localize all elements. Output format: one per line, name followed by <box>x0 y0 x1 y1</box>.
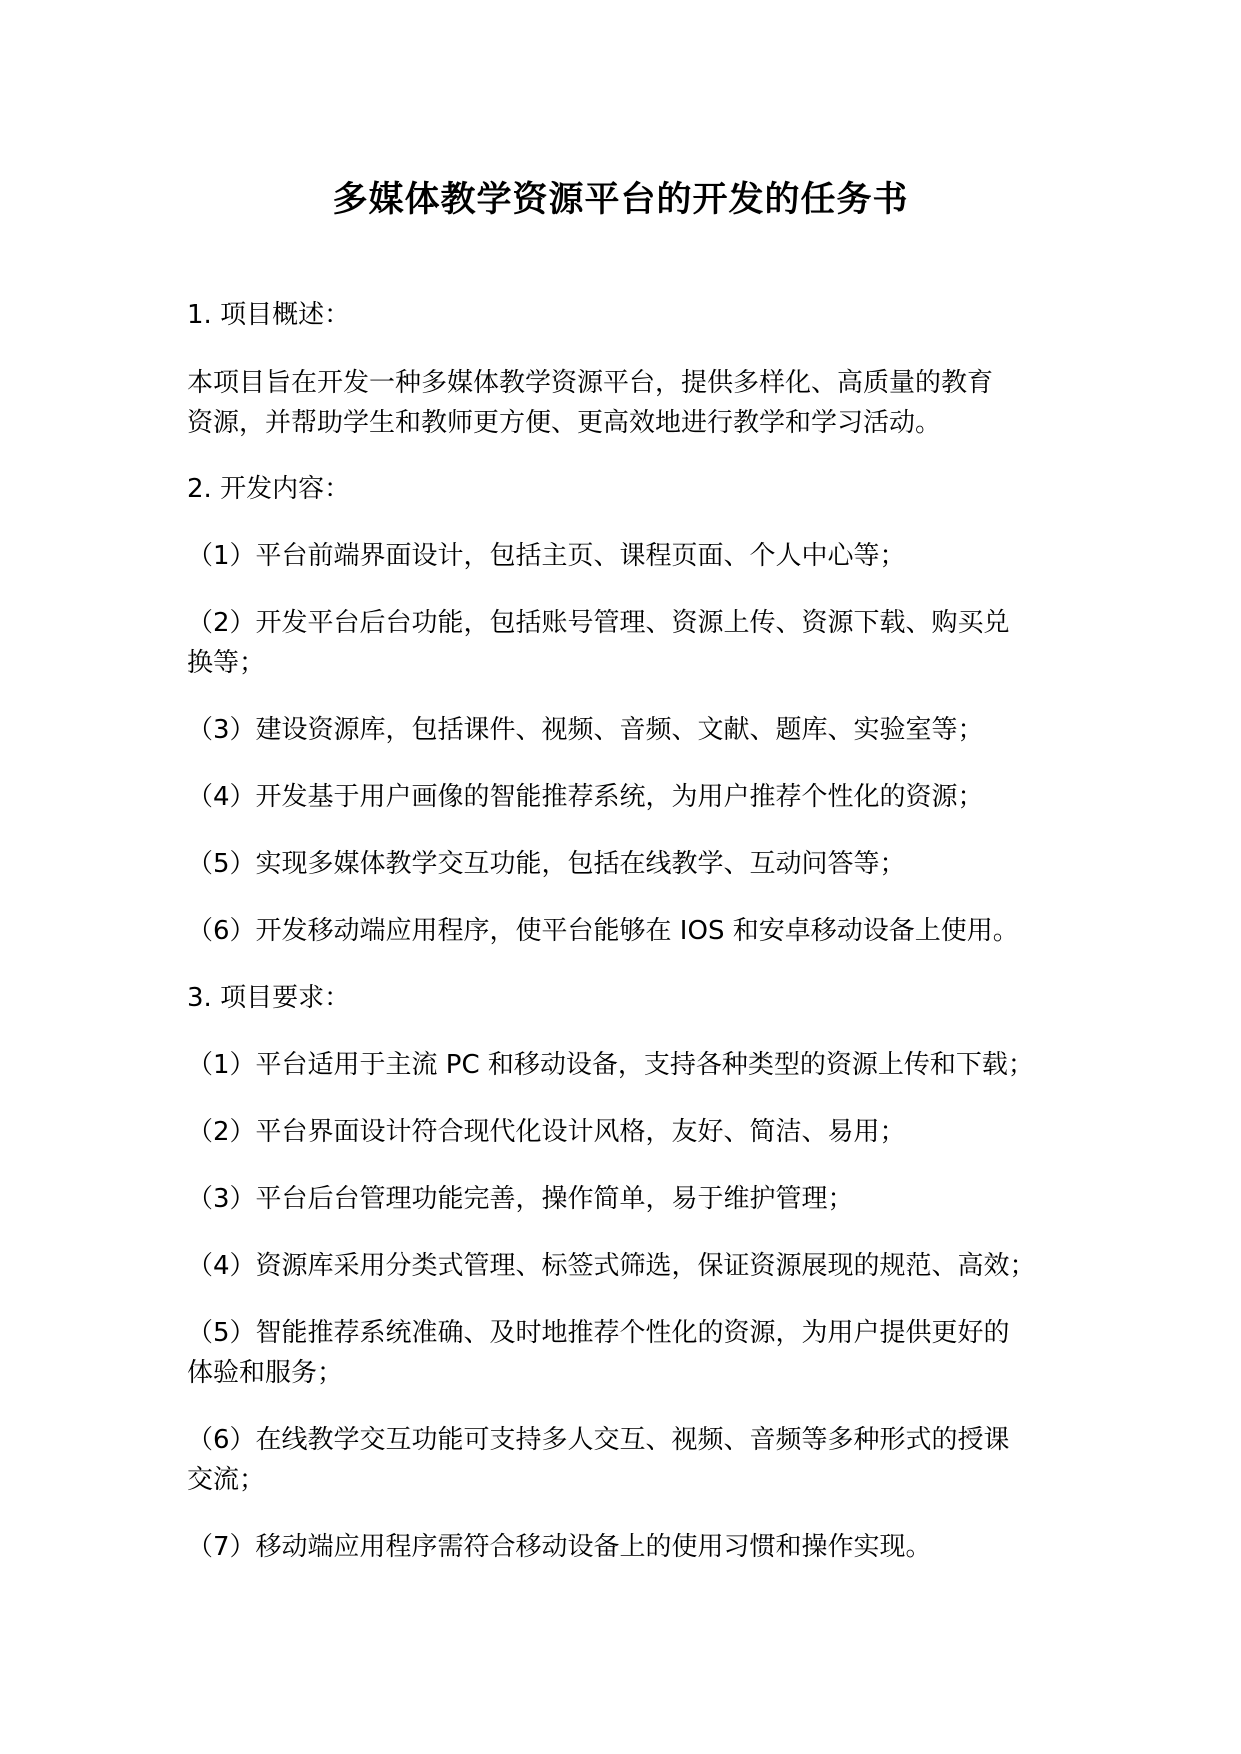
document-title: 多媒体教学资源平台的开发的任务书 <box>332 180 909 220</box>
section-3-heading: 3. 项目要求： <box>187 983 351 1013</box>
section-2-item: （2）开发平台后台功能，包括账号管理、资源上传、资源下载、购买兑 <box>187 608 1010 638</box>
section-2-item: （5）实现多媒体教学交互功能，包括在线教学、互动问答等； <box>187 849 906 879</box>
section-2-item: （1）平台前端界面设计，包括主页、课程页面、个人中心等； <box>187 541 906 571</box>
section-2-heading: 2. 开发内容： <box>187 474 351 504</box>
section-3-item-continuation: 体验和服务； <box>187 1358 344 1388</box>
section-2-item: （6）开发移动端应用程序，使平台能够在 IOS 和安卓移动设备上使用。 <box>187 916 1019 946</box>
section-1-heading: 1. 项目概述： <box>187 300 351 330</box>
section-3-item: （4）资源库采用分类式管理、标签式筛选，保证资源展现的规范、高效； <box>187 1251 1036 1281</box>
section-3-item: （7）移动端应用程序需符合移动设备上的使用习惯和操作实现。 <box>187 1532 932 1562</box>
section-3-item: （6）在线教学交互功能可支持多人交互、视频、音频等多种形式的授课 <box>187 1425 1010 1455</box>
section-3-item: （3）平台后台管理功能完善，操作简单，易于维护管理； <box>187 1184 854 1214</box>
section-1-paragraph-line: 资源，并帮助学生和教师更方便、更高效地进行教学和学习活动。 <box>187 408 942 438</box>
section-3-item: （2）平台界面设计符合现代化设计风格，友好、简洁、易用； <box>187 1117 906 1147</box>
section-3-item: （1）平台适用于主流 PC 和移动设备，支持各种类型的资源上传和下载； <box>187 1050 1034 1080</box>
section-3-item-continuation: 交流； <box>187 1465 266 1495</box>
section-3-item: （5）智能推荐系统准确、及时地推荐个性化的资源，为用户提供更好的 <box>187 1318 1010 1348</box>
section-1-paragraph-line: 本项目旨在开发一种多媒体教学资源平台，提供多样化、高质量的教育 <box>187 368 994 398</box>
section-2-item: （3）建设资源库，包括课件、视频、音频、文献、题库、实验室等； <box>187 715 984 745</box>
section-2-item: （4）开发基于用户画像的智能推荐系统，为用户推荐个性化的资源； <box>187 782 984 812</box>
section-2-item-continuation: 换等； <box>187 648 266 678</box>
